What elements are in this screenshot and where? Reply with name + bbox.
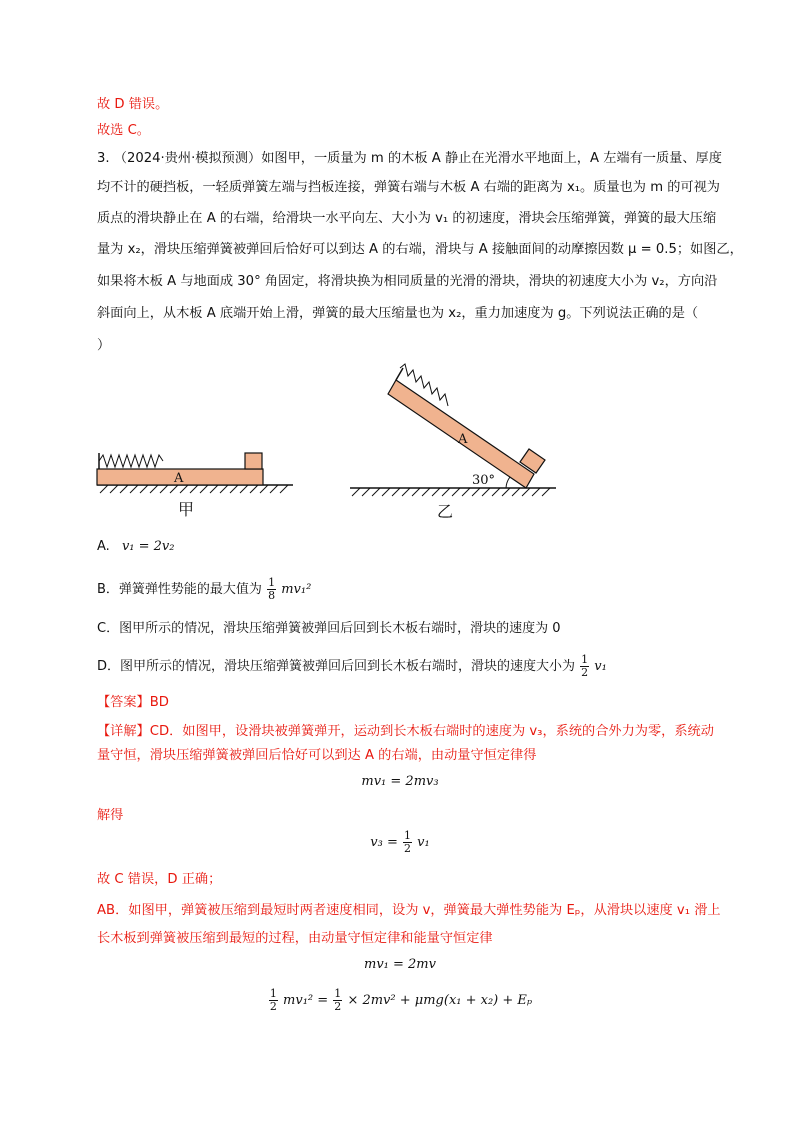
option-c: C．图甲所示的情况，滑块压缩弹簧被弹回后回到长木板右端时，滑块的速度为 0 bbox=[97, 621, 561, 636]
eq4-b-tail: × 2mv² + μmg(x₁ + x₂) + Eₚ bbox=[347, 993, 533, 1008]
question-line-5: 如果将木板 A 与地面成 30° 角固定，将滑块换为相同质量的光滑的滑块，滑块的初速度大小为 v₂，方向沿 bbox=[97, 274, 718, 289]
board-label-left: A bbox=[174, 471, 184, 486]
figure-right bbox=[350, 364, 556, 496]
caption-jia: 甲 bbox=[178, 500, 195, 519]
board-label-right: A bbox=[458, 432, 468, 447]
question-line-3: 质点的滑块静止在 A 的右端，给滑块一水平向左、大小为 v₁ 的初速度，滑块会压缩弹簧，弹簧的最大压缩 bbox=[97, 211, 717, 226]
slider-block-left bbox=[245, 453, 262, 469]
option-b-tail: mv₁² bbox=[281, 582, 312, 597]
option-a-label: A. bbox=[97, 539, 110, 554]
physics-figure bbox=[0, 360, 800, 525]
option-b-num: 1 bbox=[268, 576, 276, 589]
spring-left bbox=[99, 455, 163, 467]
equation-momentum-2: mv₁ = 2mv bbox=[364, 957, 436, 972]
explain-line-2: 量守恒，滑块压缩弹簧被弹回后恰好可以到达 A 的右端，由动量守恒定律得 bbox=[97, 748, 537, 763]
option-d-den: 2 bbox=[581, 666, 589, 679]
question-line-1 bbox=[97, 149, 722, 169]
answer-label: 【答案】BD bbox=[97, 695, 169, 710]
question-line-4: 量为 x₂，滑块压缩弹簧被弹回后恰好可以到达 A 的右端，滑块与 A 接触面间的动摩擦因数 μ = 0.5；如图乙， bbox=[97, 242, 743, 257]
option-b-text: B．弹簧弹性势能的最大值为 bbox=[97, 582, 262, 597]
eq2-fraction bbox=[403, 830, 412, 855]
solve-label: 解得 bbox=[97, 808, 124, 823]
eq2-den: 2 bbox=[404, 842, 412, 855]
eq4-a-fraction bbox=[269, 988, 278, 1013]
option-d bbox=[97, 654, 607, 679]
explain-line-1: 【详解】CD．如图甲，设滑块被弹簧弹开，运动到长木板右端时的速度为 v₃，系统的合外力为零，系统动 bbox=[97, 724, 714, 739]
option-d-tail: v₁ bbox=[594, 659, 607, 674]
option-a-formula: v₁ = 2v₂ bbox=[121, 539, 175, 554]
option-d-fraction bbox=[580, 654, 589, 679]
equation-energy bbox=[0, 988, 800, 1013]
option-d-text: D．图甲所示的情况，滑块压缩弹簧被弹回后回到长木板右端时，滑块的速度大小为 bbox=[97, 659, 576, 674]
option-a bbox=[97, 537, 174, 557]
choose-c-text: 故选 C。 bbox=[97, 123, 150, 138]
option-b-den: 8 bbox=[268, 589, 276, 602]
eq2-tail: v₁ bbox=[417, 835, 430, 850]
angle-label: 30° bbox=[472, 473, 496, 488]
question-line-2: 均不计的硬挡板，一轻质弹簧左端与挡板连接，弹簧右端与木板 A 右端的距离为 x₁。质量也为 m 的可视为 bbox=[97, 180, 720, 195]
option-b bbox=[97, 577, 311, 602]
eq4-b-den: 2 bbox=[334, 1000, 342, 1013]
question-line-7: ） bbox=[97, 338, 111, 353]
figure-left bbox=[97, 453, 293, 493]
option-d-num: 1 bbox=[581, 653, 589, 666]
caption-yi: 乙 bbox=[437, 502, 454, 521]
eq4-b-fraction bbox=[333, 988, 342, 1013]
equation-momentum-1: mv₁ = 2mv₃ bbox=[361, 774, 439, 789]
option-b-fraction bbox=[267, 577, 276, 602]
question-number: 3. bbox=[97, 151, 110, 166]
explain-ab-1: AB．如图甲，弹簧被压缩到最短时两者速度相同，设为 v，弹簧最大弹性势能为 Eₚ，从滑块以速度 v₁ 滑上 bbox=[97, 903, 721, 918]
d-wrong-text: 故 D 错误。 bbox=[97, 97, 169, 112]
eq4-a-tail: mv₁² = bbox=[283, 993, 329, 1008]
eq2-num: 1 bbox=[404, 829, 412, 842]
question-line-6: 斜面向上，从木板 A 底端开始上滑，弹簧的最大压缩量也为 x₂，重力加速度为 g。下列说法正确的是（ bbox=[97, 306, 699, 321]
c-wrong-text: 故 C 错误，D 正确； bbox=[97, 872, 222, 887]
eq4-b-num: 1 bbox=[334, 987, 342, 1000]
explain-ab-2: 长木板到弹簧被压缩到最短的过程，由动量守恒定律和能量守恒定律 bbox=[97, 931, 493, 946]
eq4-a-num: 1 bbox=[269, 987, 277, 1000]
eq2-left: v₃ = bbox=[370, 835, 398, 850]
question-text-1: （2024·贵州·模拟预测）如图甲，一质量为 m 的木板 A 静止在光滑水平地面上，A 左端有一质量、厚度 bbox=[113, 151, 722, 166]
eq4-a-den: 2 bbox=[269, 1000, 277, 1013]
equation-v3 bbox=[0, 830, 800, 855]
